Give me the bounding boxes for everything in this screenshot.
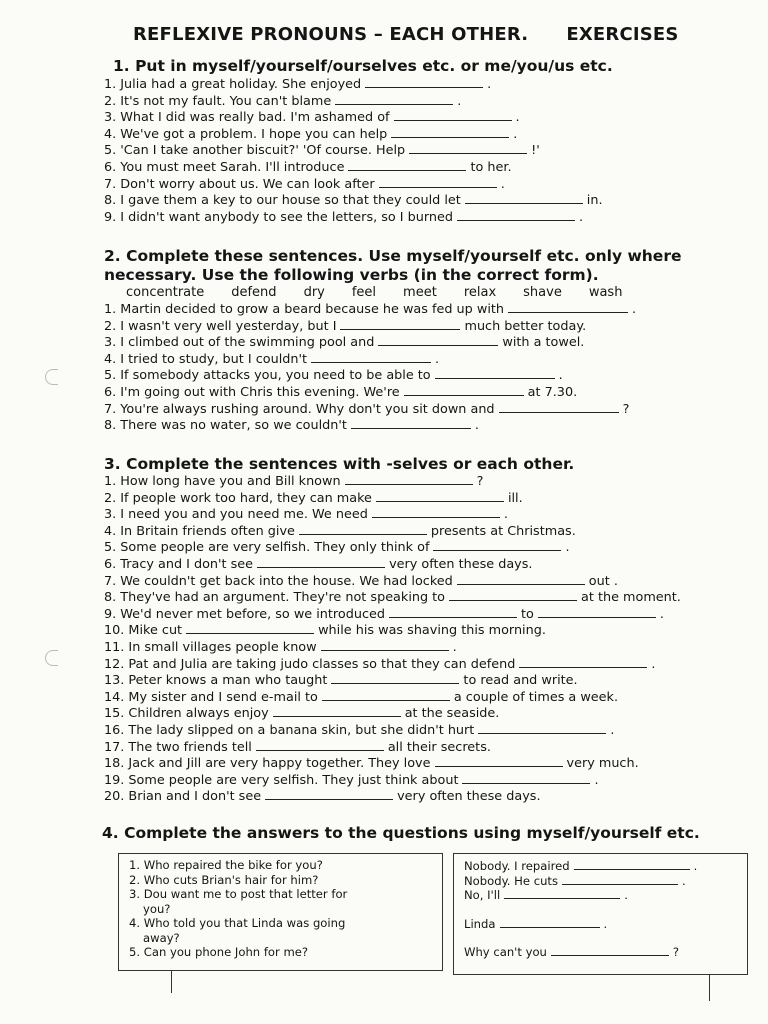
item-text-end: ? (476, 474, 484, 489)
item-text: 16. The lady slipped on a banana skin, but she didn't hurt (104, 722, 475, 738)
item-text-end: in. (586, 193, 603, 209)
item-text-end: . (632, 302, 637, 317)
exercise-item (104, 755, 681, 772)
item-text: 7. You're always rushing around. Why don't you sit down and (104, 401, 495, 417)
item-text: 1. How long have you and Bill known (104, 474, 341, 489)
verb-defend: defend (231, 285, 277, 300)
answer-line (464, 945, 747, 960)
exercise-item (104, 523, 681, 540)
exercise-item (104, 506, 681, 523)
item-text-end: . (452, 639, 457, 655)
section4-heading: 4. Complete the answers to the questions using myself/yourself etc. (102, 824, 700, 842)
question-line: away? (143, 930, 180, 945)
answer-blank[interactable] (391, 126, 509, 138)
exercise-item (104, 384, 636, 401)
exercise-item (104, 473, 681, 490)
answer-end: . (693, 859, 698, 873)
item-text-end: . (558, 368, 563, 384)
item-text: 19. Some people are very selfish. They just think about (104, 772, 459, 788)
question-line: you? (143, 901, 171, 916)
item-text: 6. You must meet Sarah. I'll introduce (104, 159, 345, 175)
item-text: 2. I wasn't very well yesterday, but I (104, 318, 337, 334)
question-line: 5. Can you phone John for me? (129, 945, 309, 959)
answer-blank[interactable] (351, 417, 471, 429)
answer-blank[interactable] (551, 945, 669, 956)
answer-line (464, 859, 747, 874)
exercise-item (104, 76, 603, 93)
item-text-end: a couple of times a week. (453, 689, 619, 705)
exercise-item (104, 209, 603, 226)
item-text-end: very often these days. (397, 789, 541, 805)
item-text-end: . (651, 656, 656, 672)
answer-blank[interactable] (394, 109, 512, 121)
question-line: 3. Dou want me to post that letter for (129, 887, 348, 901)
exercise-item (104, 109, 603, 126)
exercise-item (104, 622, 681, 639)
answer-blank[interactable] (379, 176, 497, 188)
item-text: 12. Pat and Julia are taking judo classes so that they can defend (104, 656, 516, 672)
questions-box (118, 853, 443, 971)
answer-blank[interactable] (322, 689, 450, 701)
item-text: 4. In Britain friends often give (104, 523, 295, 539)
answer-blank[interactable] (504, 888, 620, 899)
item-text-end: . (435, 351, 440, 367)
verb-feel: feel (351, 285, 377, 300)
exercise-item (104, 672, 681, 689)
verb-dry: dry (303, 285, 325, 300)
answer-blank[interactable] (299, 523, 427, 535)
item-text-end: . (659, 606, 664, 622)
title-exercises: EXERCISES (566, 24, 679, 45)
question-line: 4. Who told you that Linda was going (129, 916, 346, 930)
item-text-end: . (474, 418, 479, 434)
item-text-end: all their secrets. (387, 739, 491, 755)
exercise-item (104, 192, 603, 209)
section3-list (104, 473, 681, 805)
exercise-item (104, 539, 681, 556)
verb-relax: relax (463, 285, 497, 300)
section2-list (104, 301, 636, 434)
exercise-item (104, 573, 681, 590)
exercise-item (104, 490, 681, 507)
questions-box-tail (171, 970, 172, 993)
item-text-end: at the seaside. (404, 706, 500, 722)
item-text: 2. It's not my fault. You can't blame (104, 93, 332, 109)
exercise-item (104, 417, 636, 434)
item-text-end: . (579, 209, 584, 225)
answer-prompt: No, I'll (464, 888, 501, 902)
item-text-end: presents at Christmas. (430, 523, 576, 539)
item-text-end: . (500, 176, 505, 192)
exercise-item (104, 556, 681, 573)
item-text-end: . (457, 93, 462, 109)
answer-blank[interactable] (340, 318, 460, 330)
exercise-item (104, 788, 681, 805)
exercise-item (104, 401, 636, 418)
exercise-item (104, 334, 636, 351)
item-text-mid: to (521, 606, 534, 622)
item-text: 8. There was no water, so we couldn't (104, 418, 347, 434)
exercise-item (104, 93, 603, 110)
item-text-end: while his was shaving this morning. (318, 623, 546, 639)
exercise-item (104, 722, 681, 739)
section2-heading-line1: 2. Complete these sentences. Use myself/yourself etc. only where (104, 247, 682, 265)
exercise-item (104, 739, 681, 756)
exercise-item (104, 159, 603, 176)
exercise-item (104, 126, 603, 143)
answer-blank[interactable] (345, 473, 473, 485)
item-text: 8. I gave them a key to our house so that they could let (104, 193, 461, 209)
exercise-item (104, 351, 636, 368)
answer-blank[interactable] (311, 351, 431, 363)
exercise-item (104, 656, 681, 673)
item-text: 9. I didn't want anybody to see the letters, so I burned (104, 209, 454, 225)
item-text: 13. Peter knows a man who taught (104, 673, 328, 689)
answer-end: ? (672, 945, 680, 959)
answer-blank[interactable] (335, 93, 453, 105)
answer-blank[interactable] (265, 788, 393, 800)
answer-end: . (603, 916, 608, 931)
item-text: 5. Some people are very selfish. They only think of (104, 540, 430, 556)
answer-blank[interactable] (256, 739, 384, 751)
punch-hole-upper (45, 369, 58, 385)
punch-hole-lower (45, 650, 58, 666)
question-line: 1. Who repaired the bike for you? (129, 858, 323, 872)
item-text-end: with a towel. (502, 335, 585, 351)
item-text-end: . (513, 126, 518, 142)
item-text: 8. They've had an argument. They're not speaking to (104, 590, 446, 606)
answer-blank[interactable] (449, 589, 577, 601)
item-text-end: . (565, 540, 570, 556)
item-text-end: . (503, 507, 508, 523)
section3-heading: 3. Complete the sentences with -selves or each other. (104, 455, 575, 473)
item-text-end: out . (588, 573, 618, 589)
item-text: 1. Julia had a great holiday. She enjoyed (104, 77, 362, 92)
item-text: 7. We couldn't get back into the house. We had locked (104, 573, 453, 589)
exercise-item (104, 142, 603, 159)
answer-blank[interactable] (462, 772, 590, 784)
answer-blank[interactable] (457, 209, 575, 221)
answer-blank[interactable] (376, 490, 504, 502)
answer-line (464, 874, 747, 889)
title-main: REFLEXIVE PRONOUNS – EACH OTHER. (133, 24, 529, 45)
verb-concentrate: concentrate (126, 285, 205, 300)
exercise-item (104, 589, 681, 606)
section2-heading-line2: necessary. Use the following verbs (in the correct form). (104, 266, 599, 284)
answer-end: . (624, 888, 628, 902)
answer-blank[interactable] (257, 556, 385, 568)
answer-end: . (682, 873, 686, 888)
verb-shave: shave (523, 285, 562, 300)
answer-blank[interactable] (378, 334, 498, 346)
answer-blank[interactable] (538, 606, 656, 618)
answer-blank[interactable] (508, 301, 628, 313)
item-text-end: . (610, 722, 615, 738)
exercise-item (104, 705, 681, 722)
answer-prompt: Nobody. I repaired (464, 859, 570, 873)
answer-blank[interactable] (478, 722, 606, 734)
item-text: 11. In small villages people know (104, 639, 317, 655)
answer-blank[interactable] (435, 367, 555, 379)
answers-box (453, 853, 748, 975)
item-text: 3. What I did was really bad. I'm ashamed of (104, 110, 390, 126)
item-text: 4. We've got a problem. I hope you can help (104, 126, 388, 142)
item-text-end: ? (622, 401, 630, 417)
answer-line (464, 888, 747, 903)
answer-blank[interactable] (433, 539, 561, 551)
answer-blank[interactable] (365, 76, 483, 88)
answer-blank[interactable] (321, 639, 449, 651)
verb-wash: wash (588, 285, 623, 300)
answer-line (464, 917, 747, 932)
exercise-item (104, 301, 636, 318)
item-text: 6. I'm going out with Chris this evening. We're (104, 384, 400, 400)
item-text: 5. 'Can I take another biscuit?' 'Of course. Help (104, 143, 406, 159)
item-text: 4. I tried to study, but I couldn't (104, 351, 308, 367)
answer-blank[interactable] (404, 384, 524, 396)
item-text-end: much better today. (464, 318, 587, 334)
item-text: 10. Mike cut (104, 623, 183, 639)
answer-blank[interactable] (499, 401, 619, 413)
answer-blank[interactable] (273, 705, 401, 717)
answer-blank[interactable] (435, 755, 563, 767)
item-text: 18. Jack and Jill are very happy together. They love (104, 756, 431, 772)
answers-list (454, 854, 747, 960)
answer-blank[interactable] (389, 606, 517, 618)
answer-blank[interactable] (562, 874, 678, 885)
item-text-end: . (515, 110, 520, 126)
item-text: 17. The two friends tell (104, 739, 252, 755)
exercise-item (104, 772, 681, 789)
item-text: 3. I climbed out of the swimming pool and (104, 335, 375, 351)
answers-box-tail (709, 974, 710, 1001)
answer-blank[interactable] (457, 573, 585, 585)
answer-blank[interactable] (372, 506, 500, 518)
answer-prompt: Linda (464, 916, 496, 931)
item-text-end: at 7.30. (527, 384, 578, 400)
item-text: 9. We'd never met before, so we introduced (104, 606, 385, 622)
answer-blank[interactable] (574, 859, 690, 870)
item-text-end: at the moment. (581, 590, 681, 606)
answer-blank[interactable] (465, 192, 583, 204)
exercise-item (104, 176, 603, 193)
exercise-item (104, 639, 681, 656)
answer-blank[interactable] (348, 159, 466, 171)
item-text-end: . (594, 772, 599, 788)
item-text: 15. Children always enjoy (104, 706, 269, 722)
verb-meet: meet (403, 285, 437, 300)
answer-blank[interactable] (186, 622, 314, 634)
item-text: 3. I need you and you need me. We need (104, 507, 368, 523)
section1-heading: 1. Put in myself/yourself/ourselves etc. or me/you/us etc. (113, 57, 613, 75)
verb-bank (126, 285, 649, 300)
answer-blank[interactable] (519, 656, 647, 668)
item-text: 2. If people work too hard, they can make (104, 490, 372, 506)
item-text-end: ill. (507, 490, 523, 506)
answer-blank[interactable] (409, 142, 527, 154)
item-text: 7. Don't worry about us. We can look after (104, 176, 375, 192)
item-text-end: to read and write. (463, 673, 578, 689)
item-text-end: . (487, 77, 492, 92)
answer-blank[interactable] (331, 672, 459, 684)
item-text: 5. If somebody attacks you, you need to be able to (104, 368, 431, 384)
question-line: 2. Who cuts Brian's hair for him? (129, 872, 319, 887)
item-text-end: !' (531, 143, 540, 159)
item-text-end: very often these days. (389, 556, 533, 572)
item-text: 20. Brian and I don't see (104, 789, 262, 805)
exercise-item (104, 689, 681, 706)
questions-list (119, 854, 442, 960)
worksheet-title (133, 24, 679, 45)
item-text: 6. Tracy and I don't see (104, 556, 254, 572)
answer-blank[interactable] (500, 917, 600, 928)
exercise-item (104, 318, 636, 335)
exercise-item (104, 367, 636, 384)
item-text: 1. Martin decided to grow a beard because he was fed up with (104, 302, 505, 317)
section1-list (104, 76, 603, 225)
answer-prompt: Nobody. He cuts (464, 873, 559, 888)
item-text-end: very much. (566, 756, 639, 772)
answer-prompt: Why can't you (464, 945, 547, 959)
exercise-item (104, 606, 681, 623)
item-text-end: to her. (470, 159, 512, 175)
item-text: 14. My sister and I send e-mail to (104, 689, 318, 705)
